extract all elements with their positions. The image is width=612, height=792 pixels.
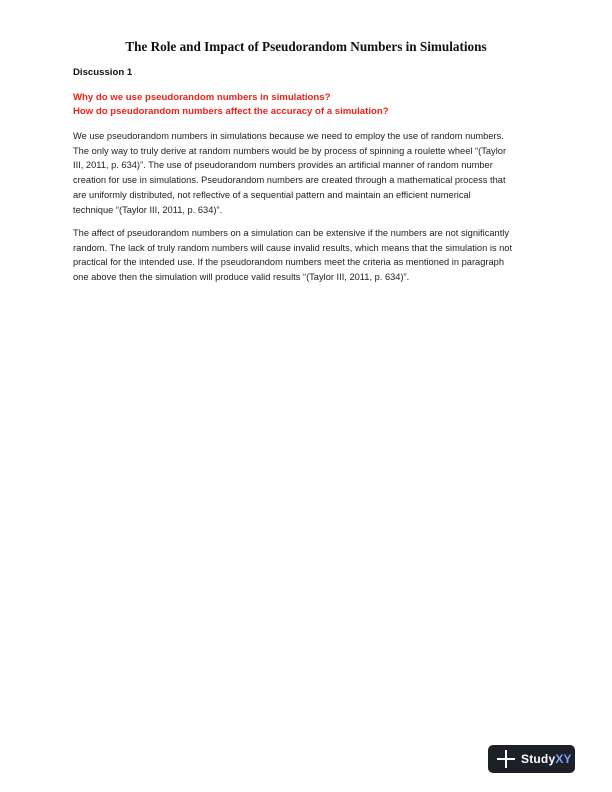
plus-cross-icon <box>497 750 515 768</box>
studyxy-watermark-badge[interactable] <box>488 745 575 773</box>
studyxy-logo-text <box>521 752 572 766</box>
paragraph-1-line: We use pseudorandom numbers in simulations because we need to employ the use of random numbers. <box>73 131 504 141</box>
paragraph-1-line: creation for use in simulations. Pseudorandom numbers are created through a mathematical process that <box>73 175 506 186</box>
paragraph-1-line: III, 2011, p. 634)”. The use of pseudorandom numbers provides an artificial manner of random number <box>73 160 493 171</box>
question-1: Why do we use pseudorandom numbers in simulations? <box>73 92 331 103</box>
paragraph-2 <box>73 226 573 285</box>
paragraph-1-line: are uniformly distributed, not reflective of a sequential pattern and maintain an efficient numerical <box>73 189 471 200</box>
paragraph-2-line: random. The lack of truly random numbers will cause invalid results, which means that the simulation is not <box>73 242 513 253</box>
paragraph-1-line: The only way to truly derive at random numbers would be by process of spinning a roulette wheel “(Taylor <box>73 145 507 156</box>
paragraph-2-line: practical for the intended use. If the pseudorandom numbers meet the criteria as mentioned in paragraph <box>73 257 505 268</box>
paragraph-1 <box>73 129 573 217</box>
paragraph-1-line: technique “(Taylor III, 2011, p. 634)”. <box>73 204 223 215</box>
paragraph-2-line: one above then the simulation will produce valid results “(Taylor III, 2011, p. 634)”. <box>73 272 410 283</box>
brand-part-1: Study <box>521 752 556 766</box>
section-heading: Discussion 1 <box>73 67 133 78</box>
discussion-questions <box>73 91 389 119</box>
brand-part-2: XY <box>555 752 572 766</box>
question-2: How do pseudorandom numbers affect the accuracy of a simulation? <box>73 106 389 117</box>
document-title: The Role and Impact of Pseudorandom Numbers in Simulations <box>125 39 487 54</box>
paragraph-2-line: The affect of pseudorandom numbers on a simulation can be extensive if the numbers are not significantly <box>73 228 509 238</box>
